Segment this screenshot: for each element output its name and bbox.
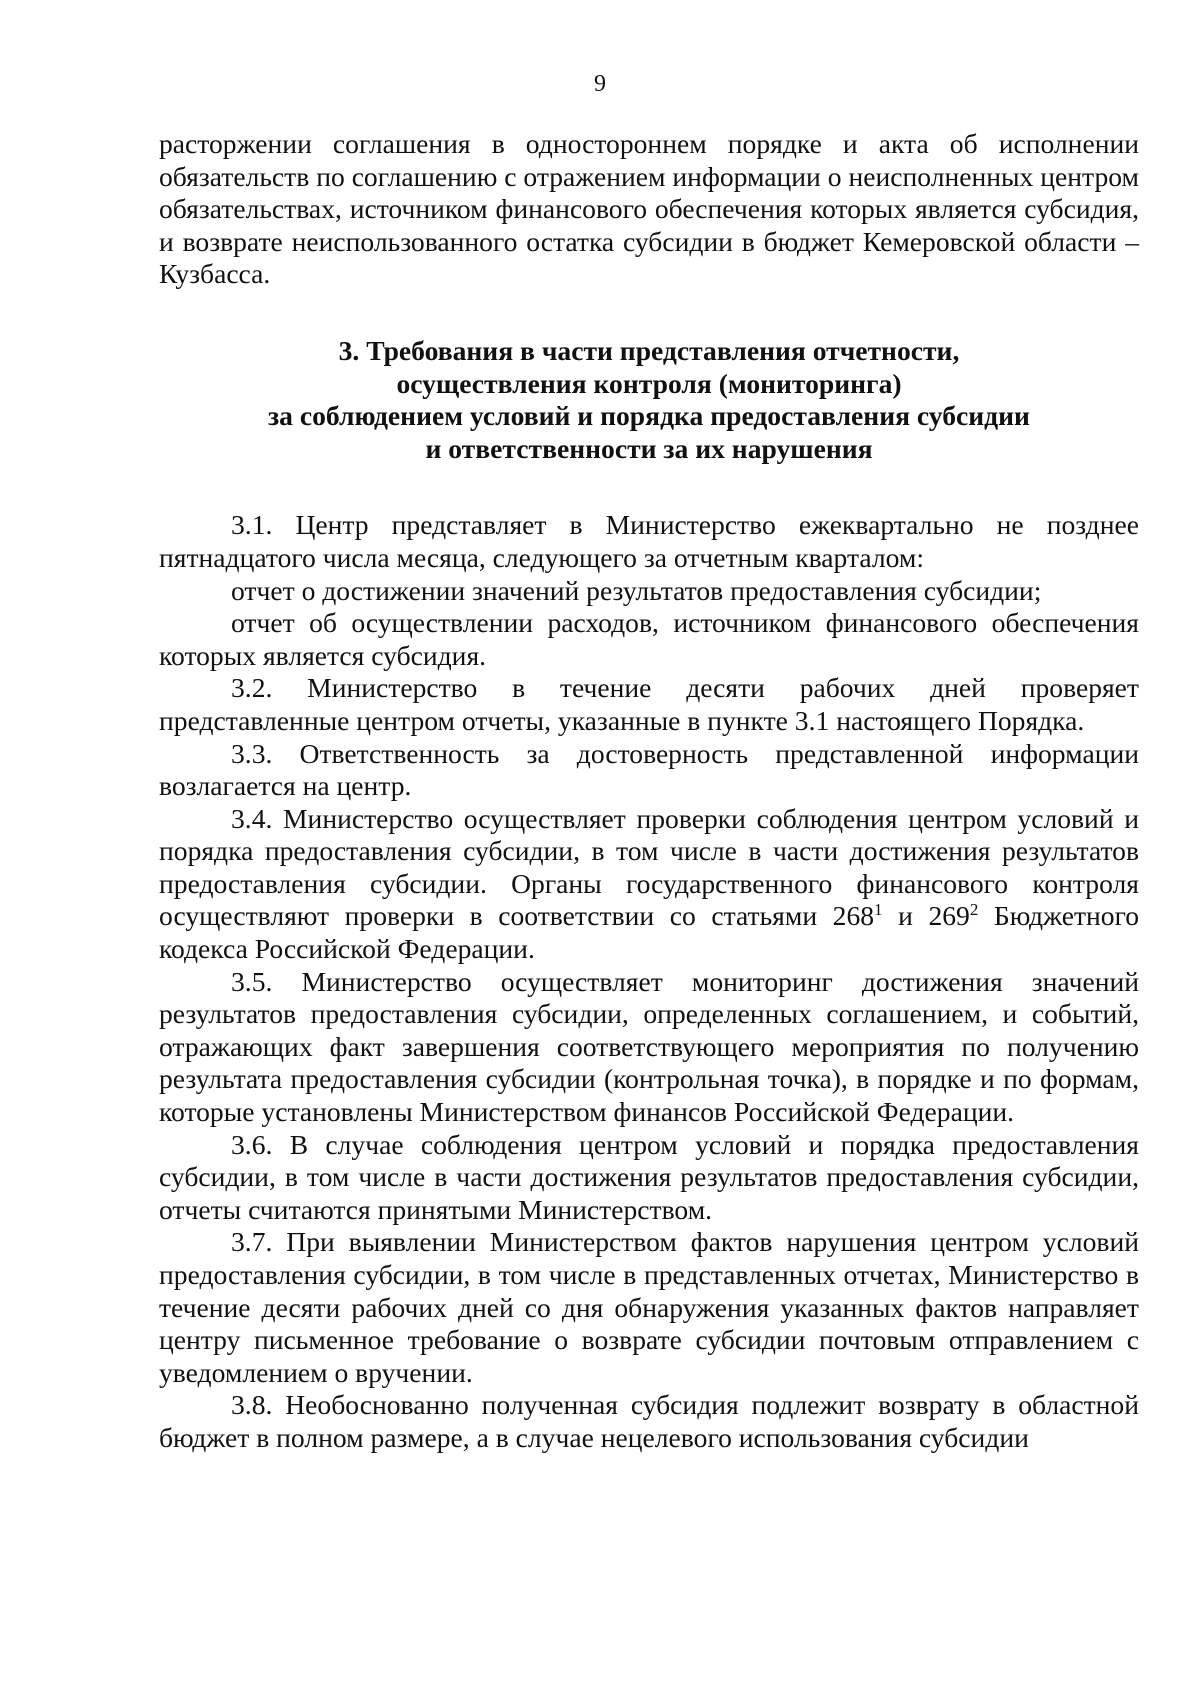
section-heading-line-1: 3. Требования в части представления отчетности,: [338, 334, 960, 366]
paragraph-3-8: 3.8. Необоснованно полученная субсидия подлежит возврату в областной бюджет в полном размере, а в случае нецелевого использования субсидии: [159, 1389, 1139, 1453]
paragraph-3-1: 3.1. Центр представляет в Министерство ежеквартально не позднее пятнадцатого числа месяца, следующего за отчетным кварталом:: [159, 509, 1139, 573]
paragraph-3-3: 3.3. Ответственность за достоверность представленной информации возлагается на центр.: [159, 737, 1139, 802]
paragraph-3-2: 3.2. Министерство в течение десяти рабочих дней проверяет представленные центром отчеты, указанные в пункте 3.1 настоящего Порядка.: [159, 672, 1139, 736]
paragraph-3-6: 3.6. В случае соблюдения центром условий и порядка предоставления субсидии, в том числе в части достижения результатов предоставления субсидии, отчеты считаются принятыми Министерством.: [159, 1128, 1139, 1225]
paragraph-3-4-text-middle: и 269: [882, 900, 970, 932]
paragraph-3-4-text-after: Бюджетного кодекса Российской Федерации.: [159, 900, 1140, 965]
section-heading: [159, 335, 1139, 465]
intro-paragraph: расторжении соглашения в одностороннем порядке и акта об исполнении обязательств по соглашению с отражением информации о неисполненных центром обязательствах, источником финансового обеспечения которых является субсидия, и возврате неиспользованного остатка субсидии в бюджет Кемеровской области – Кузбасса.: [159, 128, 1139, 290]
paragraph-3-1-item-a: отчет о достижении значений результатов предоставления субсидии;: [231, 574, 1042, 606]
paragraph-3-4: [159, 803, 1139, 966]
paragraph-3-1-item-b: отчет об осуществлении расходов, источником финансового обеспечения которых является субсидия.: [159, 607, 1139, 671]
section-heading-line-3: за соблюдением условий и порядка предоставления субсидии: [268, 400, 1030, 432]
paragraph-3-4-text-before: 3.4. Министерство осуществляет проверки соблюдения центром условий и порядка предоставления субсидии, в том числе в части достижения результатов предоставления субсидии. Органы государственного финансового контроля осуществляют проверки в соответствии со статьями 268: [159, 802, 1139, 932]
paragraph-3-7: 3.7. При выявлении Министерством фактов нарушения центром условий предоставления субсидии, в том числе в представленных отчетах, Министерство в течение десяти рабочих дней со дня обнаружения указанных фактов направляет центру письменное требование о возврате субсидии почтовым отправлением с уведомлением о вручении.: [159, 1226, 1139, 1388]
page-number: 9: [594, 71, 606, 97]
paragraph-3-5: 3.5. Министерство осуществляет мониторинг достижения значений результатов предоставления субсидии, определенных соглашением, и событий, отражающих факт завершения соответствующего мероприятия по получению результата предоставления субсидии (контрольная точка), в порядке и по формам, которые установлены Министерством финансов Российской Федерации.: [159, 965, 1139, 1128]
paragraph-3-4-superscript-2: 2: [969, 900, 979, 920]
section-heading-line-2: осуществления контроля (мониторинга): [396, 367, 902, 399]
section-heading-line-4: и ответственности за их нарушения: [425, 432, 873, 464]
paragraph-3-4-superscript-1: 1: [874, 900, 883, 920]
document-body: [159, 128, 1139, 1455]
